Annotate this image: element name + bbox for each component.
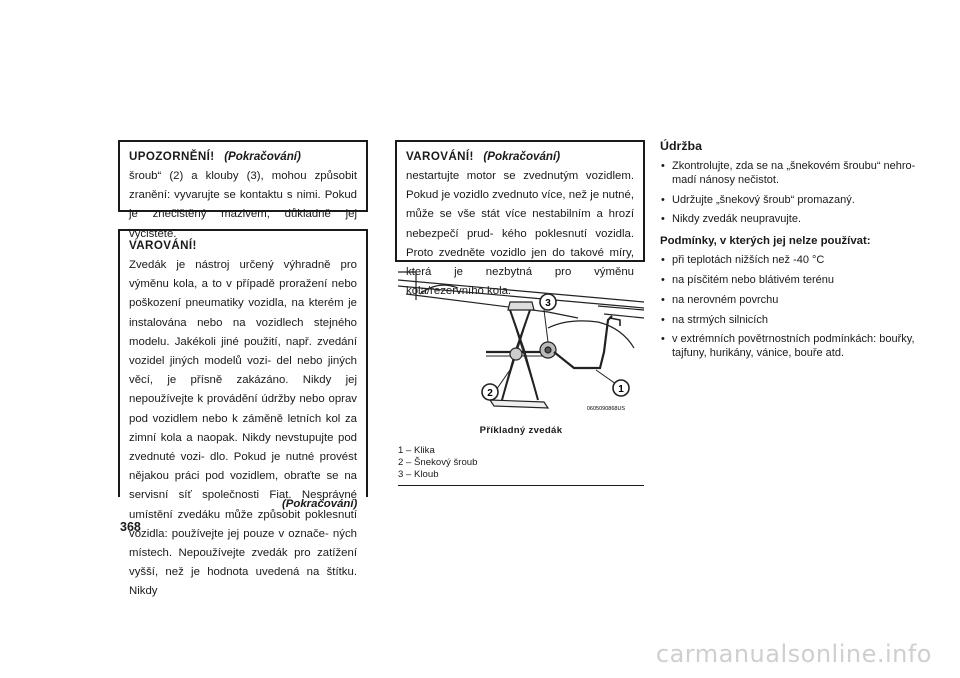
warning-right-continued-label: (Pokračování)	[483, 150, 561, 163]
list-item: • v extrémních povětrnostních podmínkách: bouřky, tajfuny, hurikány, vánice, bouře atd.	[660, 333, 930, 361]
callout-3-label: 3	[545, 298, 551, 309]
watermark: carmanualsonline.info	[655, 640, 932, 668]
figure-legend	[398, 445, 477, 481]
list-item: • Nikdy zvedák neupravujte.	[660, 213, 930, 227]
legend-item: 1 – Klika	[398, 445, 435, 456]
maintenance-section	[660, 136, 930, 367]
warning-box-right	[395, 140, 645, 298]
maintenance-list	[660, 160, 930, 227]
continued-footer: (Pokračování)	[282, 498, 358, 510]
maintenance-title: Údržba	[660, 139, 702, 153]
caution-heading	[129, 148, 357, 166]
caution-heading-label: UPOZORNĚNÍ!	[129, 150, 215, 163]
caution-box	[118, 140, 368, 240]
list-item: • na strmých silnicích	[660, 314, 930, 328]
list-item: • Udržujte „šnekový šroub“ promazaný.	[660, 194, 930, 208]
jack-figure	[398, 270, 644, 420]
callout-2-label: 2	[487, 388, 493, 399]
legend-item: 3 – Kloub	[398, 469, 439, 480]
warning-left-text: Zvedák je nástroj určený výhradně pro výměnu kola, a to v případě proražení nebo poškození pneumatiky vozidla, na kterém je instalována nebo na vozidlech stejného modelu. Jakékoli jiné použití, např. zvedání vozidel jiných modelů vozi- del nebo jiných věcí, je přísně zakázáno. Nikdy jej nepoužívejte k provádění údržby nebo oprav pod vozidlem nebo k záměně letních kol za zimní kola a naopak. Nikdy nevstupujte pod zvednuté vozi- dlo. Pokud je nutné provést nějakou práci pod vozidlem, obraťte se na servisní síť společnosti Fiat. Nesprávné umístění zvedáku může způsobit poklesnutí vozidla: používejte jej pouze v označe- ných místech. Nepoužívejte zvedák pro zatížení vyšší, než je hodnota uvedená na štítku. Nikdy	[129, 259, 357, 598]
figure-caption: Příkladný zvedák	[479, 425, 563, 436]
image-code: 0605090868US	[586, 406, 626, 412]
caution-text: šroub“ (2) a klouby (3), mohou způsobit zranění: vyvarujte se kontaktu s nimi. Pokud je znečištěný mazivem, důkladně jej vyčistěte.	[129, 170, 357, 240]
list-item: • na písčitém nebo blátivém terénu	[660, 274, 930, 288]
warning-right-heading-label: VAROVÁNÍ!	[406, 150, 474, 163]
warning-left-heading: VAROVÁNÍ!	[129, 239, 197, 252]
legend-divider	[398, 485, 644, 486]
caution-continued-label: (Pokračování)	[224, 150, 301, 163]
list-item: • na nerovném povrchu	[660, 294, 930, 308]
list-item: • při teplotách nižších než -40 °C	[660, 254, 930, 268]
warning-right-text: nestartujte motor se zvednutým vozidlem. Pokud je vozidlo zvednuto více, než je nutné, může se vše stát více nestabilním a hrozí nebezpečí prud- kého poklesnutí vozidla. Proto zvedněte vozidlo jen do takové míry, která je nezbytná pro výměnu kola/rezervního kola.	[406, 170, 634, 298]
warning-right-heading	[406, 148, 634, 166]
callout-1-label: 1	[618, 384, 624, 395]
conditions-title: Podmínky, v kterých jej nelze používat:	[660, 235, 871, 248]
page-number: 368	[120, 520, 141, 534]
jack-illustration	[398, 270, 644, 420]
list-item: • Zkontrolujte, zda se na „šnekovém šroubu“ nehro- madí nánosy nečistot.	[660, 160, 930, 188]
conditions-list	[660, 254, 930, 361]
legend-item: 2 – Šnekový šroub	[398, 457, 478, 468]
